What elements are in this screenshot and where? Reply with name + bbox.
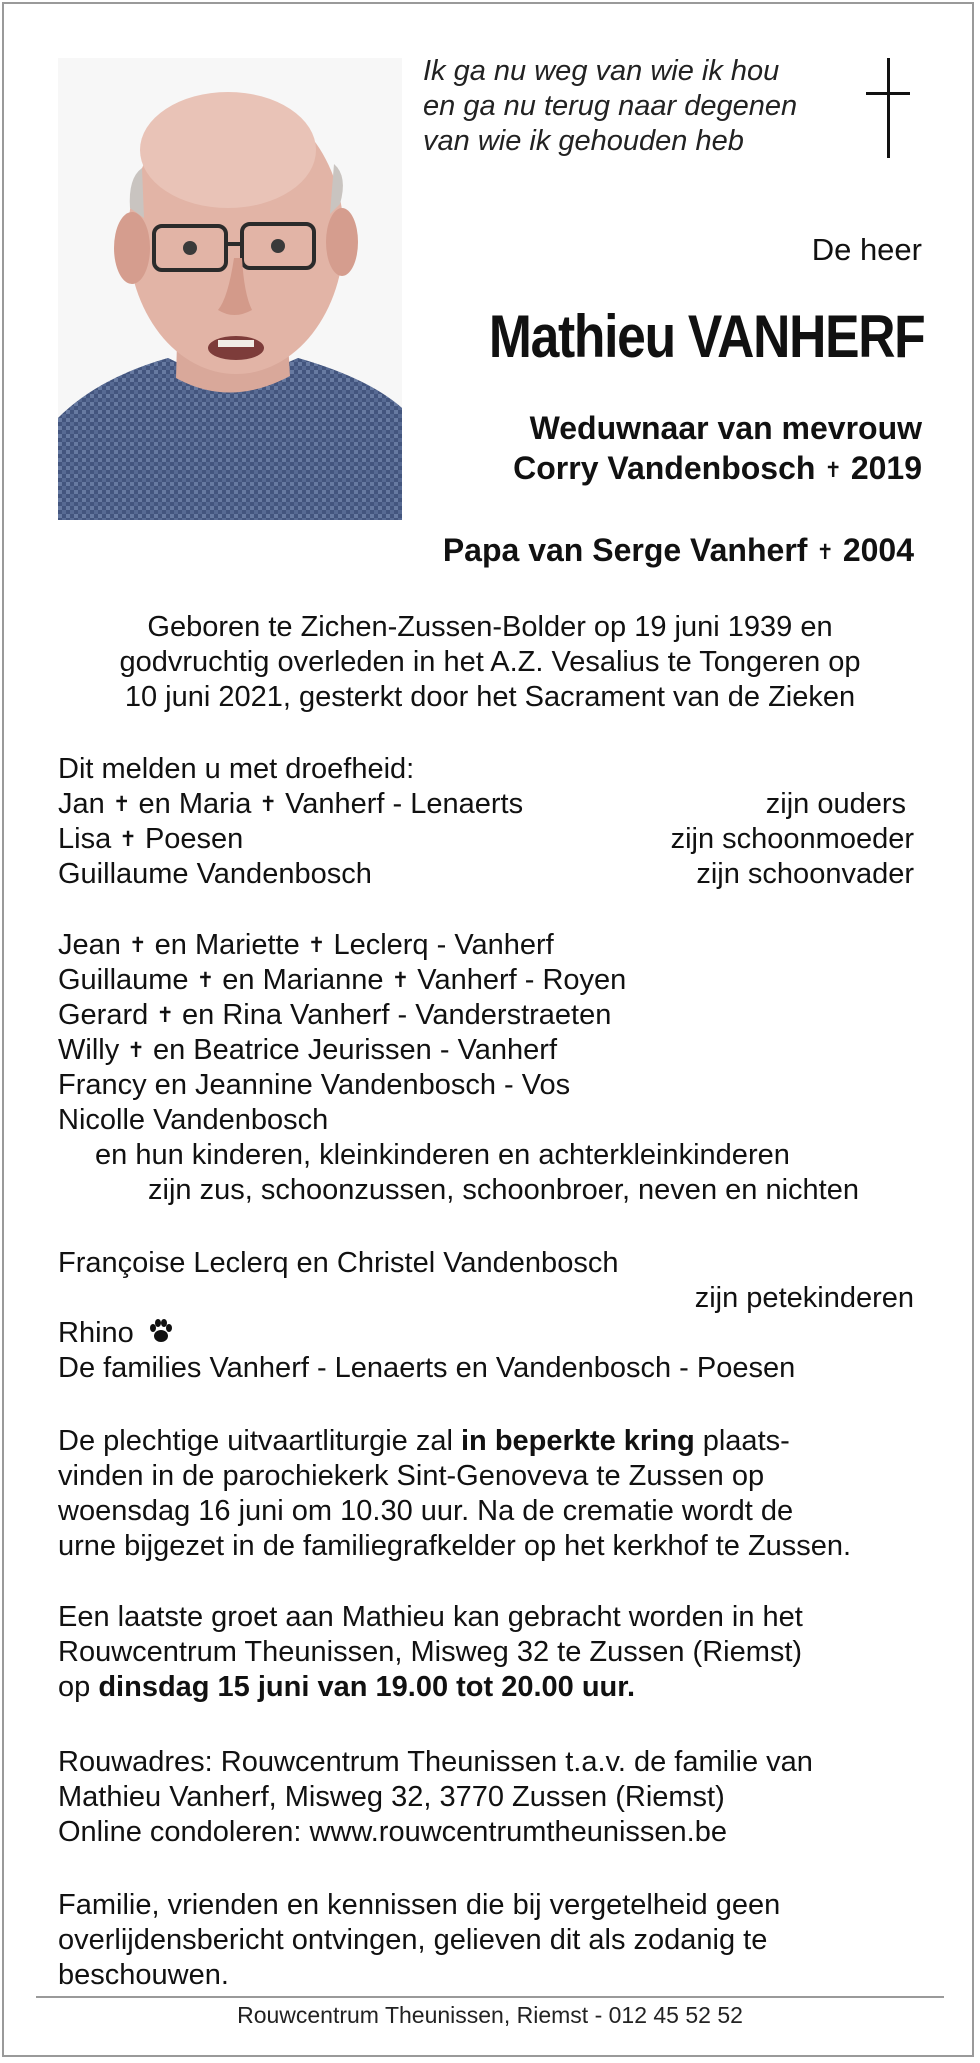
- paw-print-icon: [148, 1318, 174, 1344]
- visit-text: op: [58, 1671, 91, 1703]
- sibling-surname: Leclerq - Vanherf: [333, 929, 554, 961]
- born-line: godvruchtig overleden in het A.Z. Vesalius te Tongeren op: [119, 646, 861, 678]
- sibling-row: [58, 928, 914, 963]
- parents-names: [58, 787, 523, 822]
- dagger-cross-icon: ✝: [307, 934, 326, 957]
- pet-name: Rhino: [58, 1317, 134, 1349]
- dagger-cross-icon: ✝: [112, 793, 131, 816]
- footer-divider: [36, 1996, 944, 1998]
- spouse-name: Corry Vandenbosch: [513, 450, 816, 486]
- godchildren-block: [58, 1246, 914, 1386]
- dagger-cross-icon: ✝: [196, 969, 215, 992]
- sibling-row: [58, 963, 914, 998]
- ceremony-paragraph: [58, 1424, 914, 1564]
- ceremony-line: [58, 1424, 914, 1459]
- son-death-year: 2004: [842, 532, 914, 568]
- dagger-cross-icon: ✝: [156, 1004, 174, 1027]
- dagger-cross-icon: ✝: [391, 969, 410, 992]
- sibling-name: Willy: [58, 1034, 120, 1066]
- visit-emphasis: dinsdag 15 juni van 19.00 tot 20.00 uur.: [98, 1671, 636, 1703]
- visit-paragraph: [58, 1600, 914, 1705]
- widow-line: Weduwnaar van mevrouw: [529, 410, 922, 446]
- pet-row: [58, 1316, 914, 1351]
- dagger-cross-icon: ✝: [259, 793, 277, 816]
- parent-name: Jan: [58, 788, 105, 820]
- announce-intro: Dit melden u met droefheid:: [58, 753, 415, 785]
- relatives-line: zijn zus, schoonzussen, schoonbroer, neven en nichten: [148, 1174, 859, 1206]
- address-paragraph: [58, 1745, 914, 1850]
- birth-death-paragraph: [58, 610, 922, 715]
- portrait-photo: [58, 58, 402, 520]
- address-line: Mathieu Vanherf, Misweg 32, 3770 Zussen (Riemst): [58, 1781, 725, 1813]
- sibling-row: [58, 1033, 914, 1068]
- ceremony-text: De plechtige uitvaartliturgie zal: [58, 1425, 453, 1457]
- mother-in-law-name: [58, 822, 243, 857]
- ceremony-emphasis: in beperkte kring: [461, 1425, 695, 1457]
- sibling-name: en Mariette: [154, 929, 300, 961]
- dagger-cross-icon: ✝: [119, 828, 137, 851]
- sibling-rest: en Beatrice Jeurissen - Vanherf: [152, 1034, 557, 1066]
- father-in-law-row: [58, 857, 914, 892]
- sibling-rest: en Rina Vanherf - Vanderstraeten: [182, 999, 612, 1031]
- deceased-name: Mathieu VANHERF: [488, 303, 924, 370]
- sibling-name: en Marianne: [222, 964, 384, 996]
- mil-surname: Poesen: [144, 823, 244, 855]
- closing-line: Familie, vrienden en kennissen die bij vergetelheid geen: [58, 1889, 781, 1921]
- godchildren-names: Françoise Leclerq en Christel Vandenbosch: [58, 1247, 619, 1279]
- ceremony-line: woensdag 16 juni om 10.30 uur. Na de crematie wordt de: [58, 1495, 794, 1527]
- widow-text: [513, 408, 922, 491]
- poem-line: en ga nu terug naar degenen: [423, 90, 798, 122]
- parents-role: zijn ouders: [765, 788, 906, 820]
- poem-line: van wie ik gehouden heb: [423, 125, 744, 157]
- announcement-block: [58, 752, 914, 892]
- closing-line: beschouwen.: [58, 1959, 229, 1991]
- visit-line: [58, 1670, 914, 1705]
- visit-line: Rouwcentrum Theunissen, Misweg 32 te Zussen (Riemst): [58, 1636, 803, 1668]
- mil-first-name: Lisa: [58, 823, 112, 855]
- spouse-death-year: 2019: [850, 450, 922, 486]
- ceremony-line: vinden in de parochiekerk Sint-Genoveva te Zussen op: [58, 1460, 765, 1492]
- parents-row: [58, 787, 914, 822]
- footer: Rouwcentrum Theunissen, Riemst - 012 45 52 52: [237, 2002, 743, 2028]
- born-line: 10 juni 2021, gesterkt door het Sacrament van de Zieken: [124, 681, 856, 713]
- siblings-block: [58, 928, 914, 1208]
- mother-in-law-role: zijn schoonmoeder: [670, 823, 914, 855]
- ceremony-text: plaats-: [702, 1425, 790, 1457]
- condolence-link[interactable]: Online condoleren: www.rouwcentrumtheunissen.be: [58, 1816, 727, 1848]
- godchildren-role: zijn petekinderen: [694, 1282, 914, 1314]
- poem: [423, 54, 797, 159]
- sibling-row: Nicolle Vandenbosch: [58, 1104, 329, 1136]
- honorific: De heer: [811, 232, 922, 267]
- ceremony-line: urne bijgezet in de familiegrafkelder op het kerkhof te Zussen.: [58, 1530, 852, 1562]
- sibling-surname: Vanherf - Royen: [417, 964, 627, 996]
- father-in-law-name: Guillaume Vandenbosch: [58, 858, 372, 890]
- families-line: De families Vanherf - Lenaerts en Vandenbosch - Poesen: [58, 1352, 796, 1384]
- latin-cross-icon: [866, 58, 910, 158]
- father-in-law-role: zijn schoonvader: [696, 858, 914, 890]
- papa-text: [443, 532, 914, 569]
- widow-line: [513, 448, 922, 491]
- papa-label: Papa van Serge Vanherf: [442, 532, 808, 568]
- sibling-row: Francy en Jeannine Vandenbosch - Vos: [58, 1069, 571, 1101]
- visit-line: Een laatste groet aan Mathieu kan gebracht worden in het: [58, 1601, 803, 1633]
- mother-in-law-row: [58, 822, 914, 857]
- dagger-cross-icon: ✝: [816, 541, 834, 564]
- sibling-name: Gerard: [58, 999, 149, 1031]
- dagger-cross-icon: ✝: [128, 934, 147, 957]
- poem-line: Ik ga nu weg van wie ik hou: [423, 55, 780, 87]
- sibling-name: Jean: [58, 929, 121, 961]
- dagger-cross-icon: ✝: [127, 1039, 145, 1062]
- closing-line: overlijdensbericht ontvingen, gelieven dit als zodanig te: [58, 1924, 768, 1956]
- children-line: en hun kinderen, kleinkinderen en achterkleinkinderen: [95, 1139, 790, 1171]
- parent-name: en Maria: [138, 788, 252, 820]
- dagger-cross-icon: ✝: [824, 459, 842, 482]
- sibling-name: Guillaume: [58, 964, 189, 996]
- parent-surname: Vanherf - Lenaerts: [285, 788, 524, 820]
- born-line: Geboren te Zichen-Zussen-Bolder op 19 juni 1939 en: [147, 611, 833, 643]
- address-line: Rouwadres: Rouwcentrum Theunissen t.a.v. de familie van: [58, 1746, 813, 1778]
- closing-paragraph: [58, 1888, 914, 1993]
- sibling-row: [58, 998, 914, 1033]
